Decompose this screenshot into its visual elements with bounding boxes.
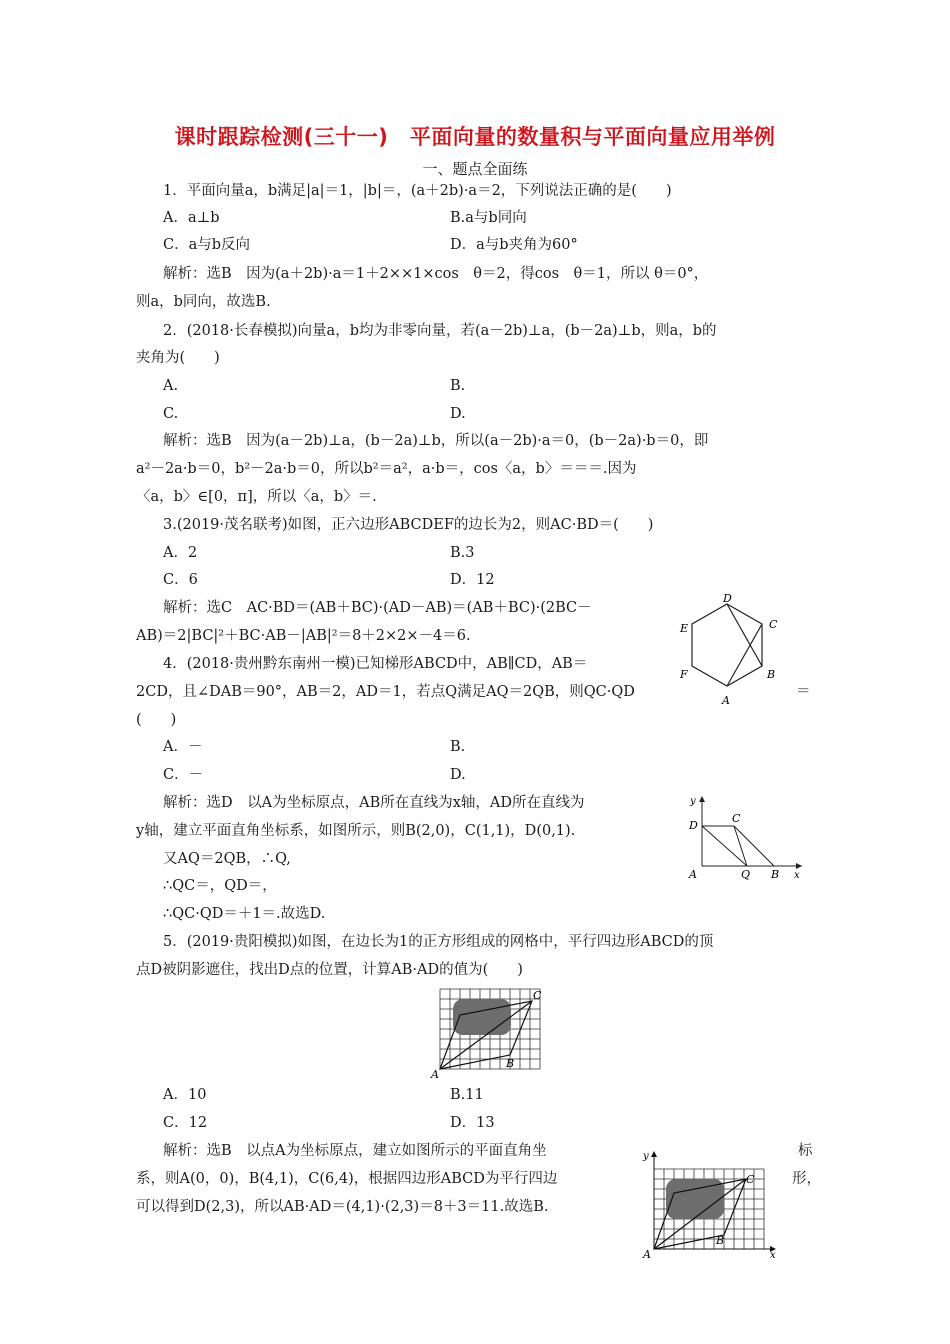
q2-solution-line3: 〈a，b〉∈[0，π]，所以〈a，b〉＝. [136,489,377,505]
grid2-label-a: A [643,1248,651,1260]
q5-solution-line1-end: 标 [798,1143,813,1159]
hexagon-label-a: A [722,694,730,707]
hexagon-label-f: F [680,668,688,681]
q5-stem-line1: 5．(2019·贵阳模拟)如图，在边长为1的正方形组成的网格中，平行四边形ABCD的顶 [163,934,714,950]
q2-stem-line2: 夹角为( ) [136,350,220,366]
grid1-label-a: A [431,1068,439,1080]
q2-solution-line2: a²－2a·b＝0，b²－2a·b＝0，所以b²＝a²，a·b＝，cos〈a，b〉＝＝＝.因为 [136,461,637,477]
hexagon-figure [672,588,792,710]
grid2-label-c: C [746,1173,755,1186]
q3-option-b: B.3 [450,545,475,561]
grid2-label-x: x [770,1250,776,1260]
section-heading: 一、题点全面练 [422,160,528,178]
q5-option-d: D．13 [450,1115,495,1131]
q3-option-a: A．2 [163,545,198,561]
grid2-label-b: B [716,1234,725,1247]
q1-option-c: C．a与b反向 [163,237,251,253]
grid1-label-b: B [506,1057,515,1070]
q1-solution-line2: 则a，b同向，故选B. [136,294,271,310]
trapezoid-label-d: D [689,819,698,832]
trapezoid-label-c: C [732,812,741,825]
hexagon-label-c: C [769,618,778,631]
trapezoid-label-q: Q [741,868,751,881]
q4-option-b: B. [450,739,466,755]
q4-solution-line4: ∴QC＝，QD＝， [163,878,277,894]
grid2-label-y: y [643,1151,649,1162]
q4-stem-line2: 2CD，且∠DAB＝90°，AB＝2，AD＝1，若点Q满足AQ＝2QB，则QC·QD [136,684,635,700]
q1-option-d: D．a与b夹角为60° [450,237,578,253]
q3-solution-line1: 解析：选C AC·BD＝(AB＋BC)·(AD－AB)＝(AB＋BC)·(2BC－ [163,600,592,616]
q4-stem-line1: 4．(2018·贵州黔东南州一模)已知梯形ABCD中，AB∥CD，AB＝ [163,656,588,672]
trapezoid-label-b: B [771,868,780,881]
q5-solution-line2: 系，则A(0，0)，B(4,1)，C(6,4)，根据四边形ABCD为平行四边 [136,1171,558,1187]
q1-solution-line1: 解析：选B 因为(a＋2b)·a＝1＋2××1×cos θ＝2，得cos θ＝1，所以 θ＝0°， [163,266,709,282]
q2-option-c: C. [163,406,179,422]
q4-stem-equals: ＝ [796,684,811,700]
q5-solution-line3: 可以得到D(2,3)，所以AB·AD＝(4,1)·(2,3)＝8＋3＝11.故选B. [136,1199,549,1215]
q2-stem-line1: 2．(2018·长春模拟)向量a，b均为非零向量，若(a－2b)⊥a，(b－2a)⊥b，则a，b的 [163,323,717,339]
q3-option-d: D．12 [450,572,495,588]
hexagon-label-d: D [723,592,732,605]
q2-solution-line1: 解析：选B 因为(a－2b)⊥a，(b－2a)⊥b，所以(a－2b)·a＝0，(b－2a)·b＝0，即 [163,433,709,449]
q4-option-c: C．－ [163,767,204,783]
q4-solution-line2: y轴，建立平面直角坐标系，如图所示，则B(2,0)，C(1,1)，D(0,1). [136,823,576,839]
q5-option-a: A．10 [163,1087,207,1103]
page-title: 课时跟踪检测(三十一) 平面向量的数量积与平面向量应用举例 [174,125,776,149]
trapezoid-label-x: x [794,870,800,881]
q4-option-a: A．－ [163,739,203,755]
q4-option-d: D. [450,767,466,783]
q1-option-a: A．a⊥b [163,210,220,226]
q3-solution-line2: AB)＝2|BC|²＋BC·AB－|AB|²＝8＋2×2×－4＝6. [136,628,471,644]
q1-option-b: B.a与b同向 [450,210,527,226]
q5-option-b: B.11 [450,1087,484,1103]
q5-option-c: C．12 [163,1115,208,1131]
q5-solution-line2-end: 形， [792,1171,821,1187]
grid-figure-2 [640,1145,780,1260]
q1-stem: 1．平面向量a，b满足|a|＝1，|b|＝，(a＋2b)·a＝2，下列说法正确的是( ) [163,183,672,199]
q2-option-d: D. [450,406,466,422]
q4-solution-line5: ∴QC·QD＝＋1＝.故选D. [163,906,326,922]
trapezoid-label-a: A [689,868,697,881]
grid-figure-1 [430,985,554,1080]
trapezoid-label-y: y [690,796,696,807]
q4-stem-line3: ( ) [136,712,177,728]
trapezoid-figure [684,792,808,882]
q2-option-b: B. [450,378,466,394]
hexagon-label-b: B [767,668,776,681]
q5-solution-line1: 解析：选B 以点A为坐标原点，建立如图所示的平面直角坐 [163,1143,547,1159]
q2-option-a: A. [163,378,179,394]
q3-option-c: C．6 [163,572,198,588]
q4-solution-line3: 又AQ＝2QB，∴Q, [163,851,291,867]
q5-stem-line2: 点D被阴影遮住，找出D点的位置，计算AB·AD的值为( ) [136,962,523,978]
q4-solution-line1: 解析：选D 以A为坐标原点，AB所在直线为x轴，AD所在直线为 [163,795,585,811]
grid1-label-c: C [533,989,542,1002]
hexagon-label-e: E [680,622,689,635]
q3-stem: 3.(2019·茂名联考)如图，正六边形ABCDEF的边长为2，则AC·BD＝( ) [163,517,654,533]
